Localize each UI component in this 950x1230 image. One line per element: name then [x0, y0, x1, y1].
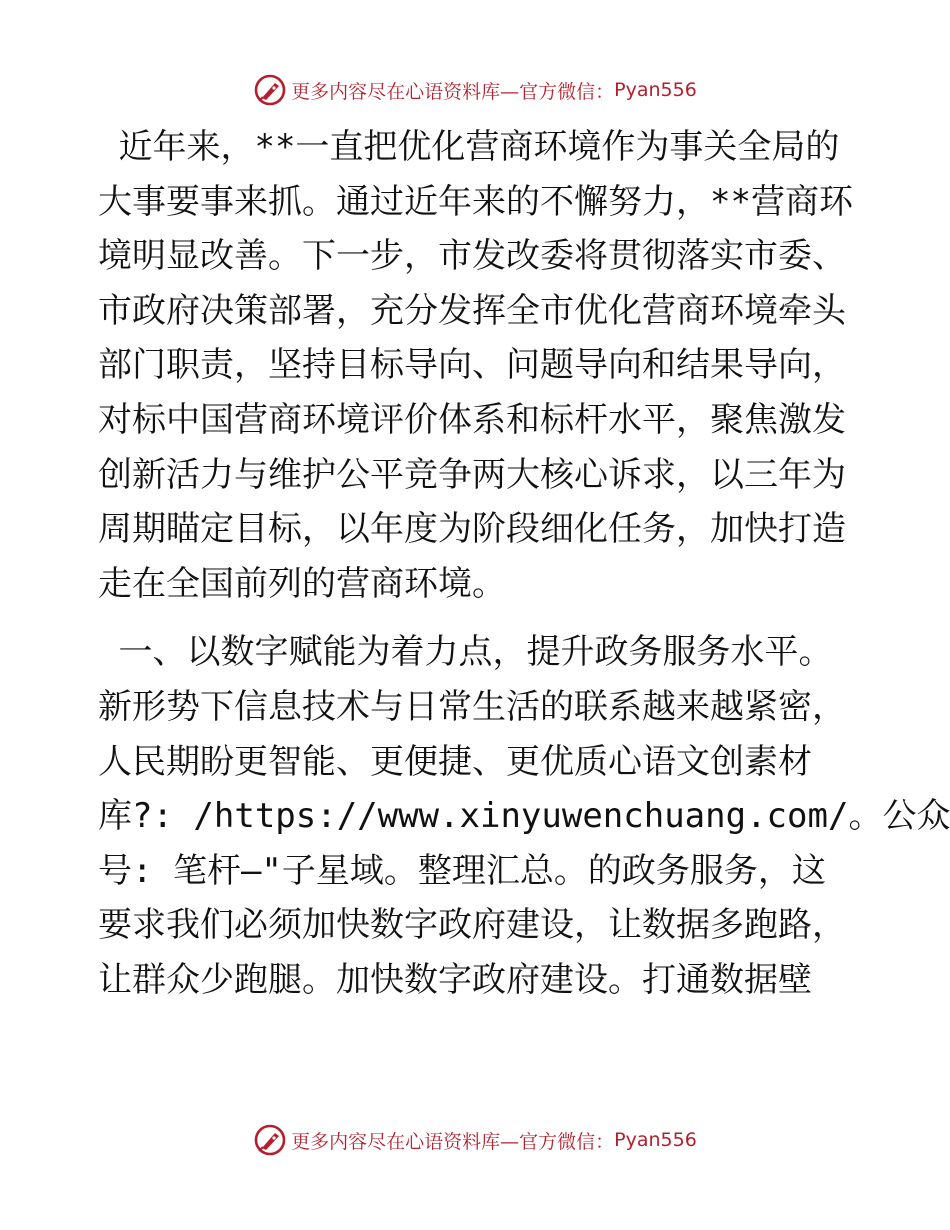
- text-line: 人民期盼更智能、更便捷、更优质心语文创素材: [98, 741, 812, 782]
- text-line: 走在全国前列的营商环境。: [98, 563, 506, 604]
- paragraph-gap: [98, 611, 858, 625]
- article-body: [98, 120, 950, 1008]
- text-line: 境明显改善。下一步，市发改委将贯彻落实市委、: [98, 236, 846, 277]
- text-line: 对标中国营商环境评价体系和标杆水平，聚焦激发: [98, 399, 846, 440]
- text-line: 要求我们必须加快数字政府建设，让数据多跑路，: [98, 905, 846, 946]
- text-line: 创新活力与维护公平竞争两大核心诉求，以三年为: [98, 454, 846, 495]
- text-line: 让群众少跑腿。加快数字政府建设。打通数据壁: [98, 959, 812, 1000]
- section-heading-line: 一、以数字赋能为着力点，提升政务服务水平。: [98, 632, 833, 673]
- pen-nib-logo-icon: [253, 1123, 287, 1157]
- header-banner-text: 更多内容尽在心语资料库—官方微信：: [291, 80, 615, 103]
- text-line: 部门职责，坚持目标导向、问题导向和结果导向，: [98, 345, 846, 386]
- text-line: 库?: /https://www.xinyuwenchuang.com/。公众: [98, 796, 950, 837]
- text-line: 号: 笔杆—"子星域。整理汇总。的政务服务，这: [98, 850, 826, 891]
- header-banner: [0, 70, 950, 110]
- pen-nib-logo-icon: [253, 73, 287, 107]
- footer-banner: [0, 1120, 950, 1160]
- text-line: 近年来，**一直把优化营商环境作为事关全局的: [98, 127, 840, 167]
- footer-banner-text: 更多内容尽在心语资料库—官方微信：: [291, 1130, 615, 1153]
- header-wechat-id: Pyan556: [614, 79, 697, 101]
- paragraph-2: [98, 625, 950, 1007]
- paragraph-1: [98, 120, 858, 611]
- text-line: 大事要事来抓。通过近年来的不懈努力，**营商环: [98, 181, 853, 222]
- text-line: 周期瞄定目标，以年度为阶段细化任务，加快打造: [98, 509, 846, 550]
- footer-wechat-id: Pyan556: [614, 1129, 697, 1151]
- text-line: 新形势下信息技术与日常生活的联系越来越紧密，: [98, 686, 846, 727]
- text-line: 市政府决策部署，充分发挥全市优化营商环境牵头: [98, 290, 846, 331]
